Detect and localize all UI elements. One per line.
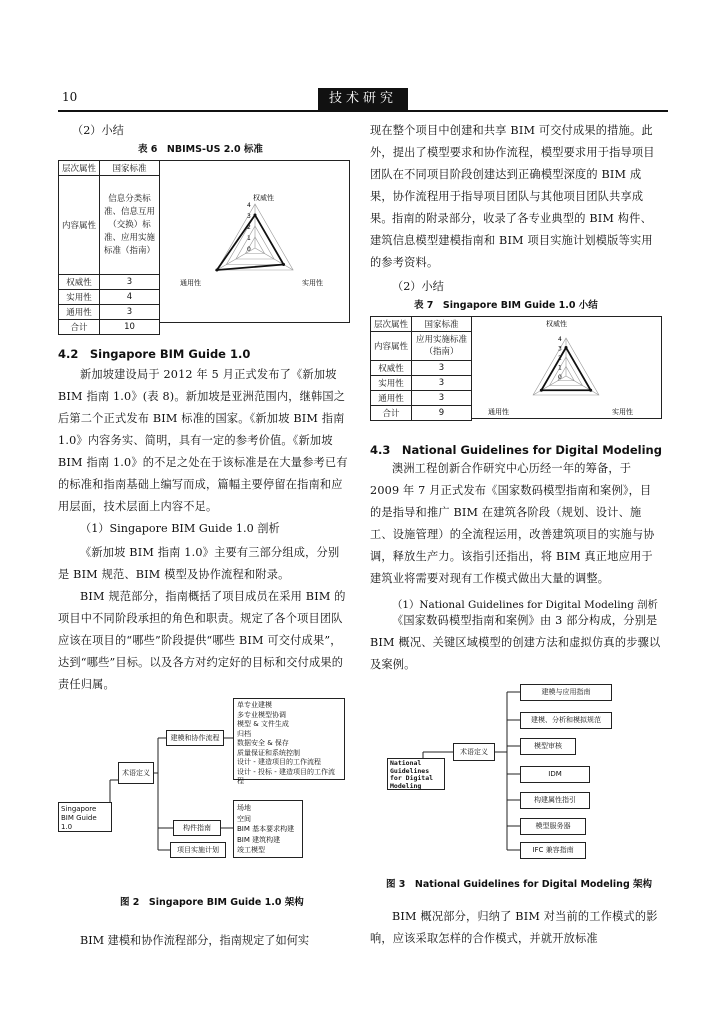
left-paragraph-3: BIM 规范部分，指南概括了项目成员在采用 BIM 的项目中不同阶段承担的角色和职责。规定了各个项目团队应该在项目的“哪些”阶段提供“哪些 BIM 可交付成果”，达到“哪些”目标。以及各方对约定好的目标和交付成果的责任归属。 (58, 590, 346, 691)
table7 (370, 316, 472, 421)
section-title: 技术研究 (318, 88, 408, 110)
fig2-leaf: 数据安全 & 保存 (237, 739, 289, 747)
table6-cell: 内容属性 (59, 176, 100, 275)
radar6-tick-label: 2 (247, 224, 251, 231)
section-4-3-heading: 4.3 National Guidelines for Digital Modeling (370, 443, 662, 457)
fig2-leaf: BIM 基本要求构建 (237, 825, 295, 833)
fig3-item: 建模、分析和模拟规范 (520, 712, 612, 729)
radar7-value-point (565, 346, 568, 349)
radar6-tick-label: 3 (247, 213, 251, 220)
fig2-leaf: 设计 - 投标 - 建造项目的工作流程 (237, 767, 335, 785)
fig3-item: IFC 兼容指南 (520, 842, 586, 859)
fig2-leaf: 设计 - 建造项目的工作流程 (237, 758, 321, 766)
radar6-tick-label: 1 (247, 235, 251, 242)
fig2-group-modeling (233, 698, 345, 785)
radar6-tick-label: 0 (247, 246, 251, 253)
radar7-tick-label: 4 (558, 336, 562, 343)
fig2-leaf: 空间 (237, 814, 251, 823)
left-subheading-summary: （2）小结 (72, 124, 124, 137)
radar7-label-right: 实用性 (612, 408, 633, 416)
table7-cell: 国家标准 (412, 317, 472, 332)
right-paragraph-3: 澳洲工程创新合作研究中心历经一年的筹备，于 2009 年 7 月正式发布《国家数码模型指南和案例》，目的是指导和推广 BIM 在建筑各阶段（规划、设计、施工、设施管理）的全流程运用，改善建筑项目的实施与协调，释放生产力。该指引还指出，将 BIM 真正地应用于建筑业将需要对现有工作模式做出大量的调整。 (370, 462, 655, 585)
table7-cell: 3 (412, 361, 472, 376)
fig3-item: 模型审核 (520, 738, 576, 755)
fig2-leaf: 竣工模型 (237, 846, 265, 854)
fig2-caption: 图 2 Singapore BIM Guide 1.0 架构 (120, 897, 304, 908)
table7-cell: 层次属性 (371, 317, 412, 332)
fig2-node-terms: 术语定义 (118, 762, 154, 784)
radar7-value-point (589, 389, 592, 392)
table7-cell: 3 (412, 391, 472, 406)
right-subheading-analysis: （1）National Guidelines for Digital Modeling 剖析 (392, 599, 658, 611)
table6-radar-chart (162, 162, 348, 322)
table7-cell: 合计 (371, 406, 412, 421)
right-paragraph-1: 现在整个项目中创建和共享 BIM 可交付成果的措施。此外，提出了模型要求和协作流程，模型要求用于指导项目团队在不同项目阶段创建达到正确模型深度的 BIM 成果，协作流程用于指导项目团队与其他项目团队共享成果。 (370, 124, 655, 225)
table6-cell: 实用性 (59, 290, 100, 305)
right-paragraph-2: 指南的附录部分，收录了各专业典型的 BIM 构件、建筑信息模型建模指南和 BIM 项目实施计划模版等实用的参考资料。 (370, 212, 653, 269)
fig2-node-plan: 项目实施计划 (170, 842, 226, 858)
right-subheading-summary: （2）小结 (392, 280, 444, 293)
table6-cell: 国家标准 (100, 161, 160, 176)
fig2-group-components (233, 800, 303, 858)
radar7-label-left: 通用性 (488, 408, 509, 416)
table6 (58, 160, 160, 335)
radar7-tick-label: 0 (558, 374, 562, 381)
table7-cell: 实用性 (371, 376, 412, 391)
page-number: 10 (62, 90, 78, 104)
radar7-tick-label: 1 (558, 364, 562, 372)
radar6-label-right: 实用性 (302, 279, 323, 287)
fig2-leaf: BIM 建筑构建 (237, 835, 281, 844)
fig3-item: IDM (520, 766, 590, 783)
radar7-tick-label: 3 (558, 345, 562, 353)
left-paragraph-2: 《新加坡 BIM 指南 1.0》主要有三部分组成，分别是 BIM 规范、BIM 模型及协作流程和附录。 (58, 546, 340, 581)
fig2-leaf: 归档 (237, 729, 251, 738)
right-paragraph-4: 《国家数码模型指南和案例》由 3 部分构成，分别是 BIM 概况、关键区域模型的创建方法和虚拟仿真的步骤以及案例。 (370, 614, 661, 671)
table7-radar-chart (474, 318, 660, 418)
fig3-caption: 图 3 National Guidelines for Digital Modeling 架构 (386, 879, 653, 890)
table7-cell: 权威性 (371, 361, 412, 376)
table6-caption: 表 6 NBIMS-US 2.0 标准 (138, 144, 263, 155)
fig2-leaf: 模型 & 文件生成 (237, 720, 289, 728)
fig3-item: 模型服务器 (520, 818, 586, 835)
right-paragraph-5: BIM 概况部分，归纳了 BIM 对当前的工作模式的影响，应该采取怎样的合作模式，并就开放标准 (370, 910, 658, 945)
radar6-value-point (254, 214, 257, 217)
table7-cell: 9 (412, 406, 472, 421)
radar6-value-point (215, 269, 218, 272)
radar6-label-left: 通用性 (180, 279, 201, 287)
fig2-node-modeling: 建模和协作流程 (166, 730, 224, 746)
table6-cell: 3 (100, 275, 160, 290)
table7-caption: 表 7 Singapore BIM Guide 1.0 小结 (414, 300, 598, 311)
fig2-leaf: 质量保证和系统控制 (237, 748, 300, 757)
table6-cell: 通用性 (59, 305, 100, 320)
fig2-leaf: 场地 (237, 804, 251, 812)
table6-cell: 信息分类标准、信息互用（交换）标准、应用实施标准（指南） (100, 176, 160, 275)
radar7-tick-label: 2 (558, 355, 562, 362)
left-paragraph-1: 新加坡建设局于 2012 年 5 月正式发布了《新加坡 BIM 指南 1.0》(表 8)。新加坡是亚洲范围内，继韩国之后第二个正式发布 BIM 标准的国家。《新加坡 BIM 指南 1.0》内容务实、简明，具有一定的参考价值。《新加坡 BIM 指南 1.0》的不足之处在于该标准是在大量参考已有的标准和指南基础上编写而成，篇幅主要停留在指南和应用层面，技术层面上内容不足。 (58, 368, 348, 513)
fig2-node-components: 构件指南 (173, 820, 221, 836)
fig3-item: 构建属性指引 (520, 792, 590, 809)
fig2-leaf: 单专业建模 (237, 701, 272, 709)
radar7-value-point (540, 389, 543, 392)
table6-cell: 层次属性 (59, 161, 100, 176)
fig3-node-terms: 术语定义 (453, 743, 495, 761)
table7-cell: 通用性 (371, 391, 412, 406)
fig3-item: 建模与应用指南 (520, 684, 612, 701)
table6-cell: 权威性 (59, 275, 100, 290)
fig3-root: National Guidelines for Digital Modeling (387, 758, 445, 790)
radar7-label-top: 权威性 (546, 320, 567, 328)
left-subheading-analysis: （1）Singapore BIM Guide 1.0 剖析 (80, 522, 280, 535)
fig2-leaf: 多专业模型协调 (237, 710, 286, 719)
left-paragraph-4: BIM 建模和协作流程部分，指南规定了如何实 (80, 934, 310, 947)
fig2-root: Singapore BIM Guide 1.0 (58, 802, 112, 832)
table7-cell: 内容属性 (371, 332, 412, 361)
table6-cell: 10 (100, 320, 160, 335)
radar6-value-polygon (217, 215, 284, 270)
radar6-value-point (282, 263, 285, 266)
header-rule (58, 110, 668, 112)
table6-cell: 3 (100, 305, 160, 320)
radar6-tick-label: 4 (247, 202, 251, 209)
table6-cell: 4 (100, 290, 160, 305)
table6-cell: 合计 (59, 320, 100, 335)
table7-cell: 应用实施标准（指南） (412, 332, 472, 361)
radar6-label-top: 权威性 (253, 194, 274, 202)
table7-cell: 3 (412, 376, 472, 391)
section-4-2-heading: 4.2 Singapore BIM Guide 1.0 (58, 347, 251, 361)
